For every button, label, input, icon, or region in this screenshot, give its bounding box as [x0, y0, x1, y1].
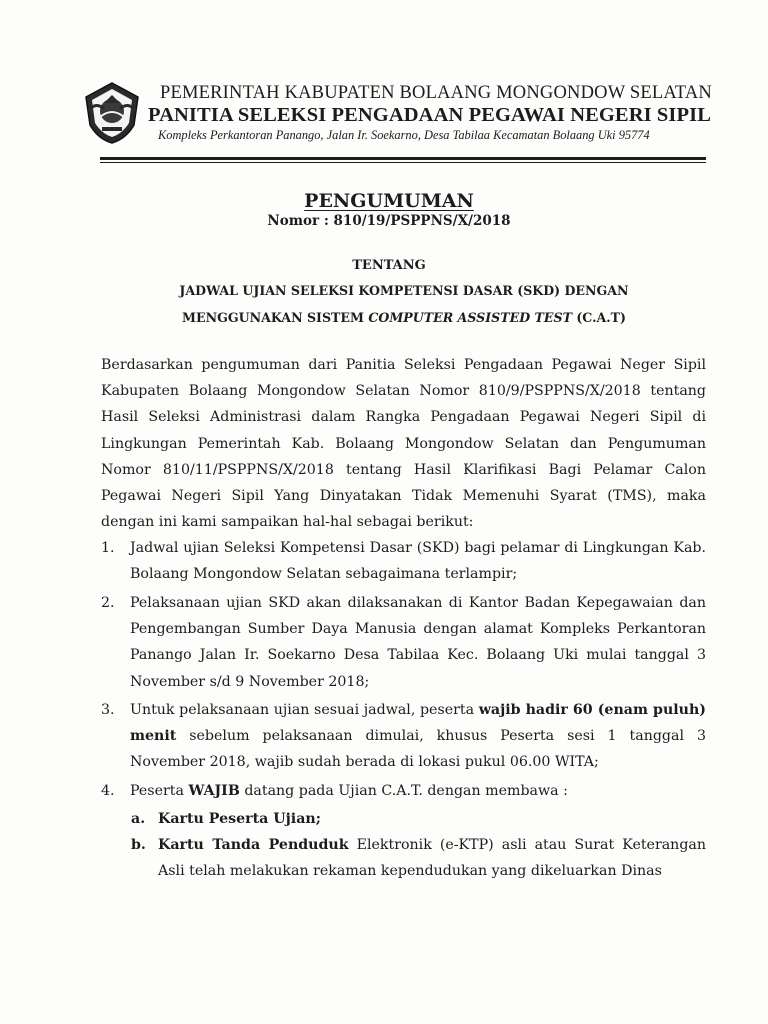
- letterhead-address: Kompleks Perkantoran Panango, Jalan Ir. Soekarno, Desa Tabilaa Kecamatan Bolaang Uki 95774: [158, 128, 650, 142]
- list-item-2: [101, 590, 706, 695]
- sub-item-a: [131, 806, 706, 832]
- list-item-number: 1.: [101, 540, 115, 556]
- intro-paragraph: Berdasarkan pengumuman dari Panitia Seleksi Pengadaan Pegawai Neger Sipil Kabupaten Bolaang Mongondow Selatan Nomor 810/9/PSPPNS/X/2018 tentang Hasil Seleksi Administrasi dalam Rangka Pengadaan Pegawai Negeri Sipil di Lingkungan Pemerintah Kab. Bolaang Mongondow Selatan dan Pengumuman Nomor 810/11/PSPPNS/X/2018 tentang Hasil Klarifikasi Bagi Pelamar Calon Pegawai Negeri Sipil Yang Dinyatakan Tidak Memenuhi Syarat (TMS), maka dengan ini kami sampaikan hal-hal sebagai berikut:: [101, 357, 706, 531]
- list-item-number: 2.: [101, 595, 115, 611]
- sub-item-text: Kartu Peserta Ujian;: [158, 811, 321, 827]
- sub-item-b: [131, 832, 706, 884]
- list-item-number: 4.: [101, 783, 115, 799]
- regency-emblem-logo: [82, 81, 142, 145]
- announcement-subject-line2: MENGGUNAKAN SISTEM COMPUTER ASSISTED TEST (C.A.T): [182, 310, 626, 325]
- list-item-3: [101, 697, 706, 776]
- letterhead-government: PEMERINTAH KABUPATEN BOLAANG MONGONDOW SELATAN: [160, 83, 712, 103]
- sub-item-letter: b.: [131, 837, 146, 853]
- sub-item-text: Kartu Tanda Penduduk Elektronik (e-KTP) asli atau Surat Keterangan Asli telah melakukan rekaman kependudukan yang dikeluarkan Dinas: [158, 837, 706, 880]
- list-item-number: 3.: [101, 702, 115, 718]
- list-item-1: [101, 535, 706, 587]
- list-item-4: [101, 778, 706, 804]
- list-item-text: Jadwal ujian Seleksi Kompetensi Dasar (SKD) bagi pelamar di Lingkungan Kab. Bolaang Mongondow Selatan sebagaimana terlampir;: [130, 540, 706, 583]
- announcement-number: Nomor : 810/19/PSPPNS/X/2018: [267, 213, 511, 229]
- letterhead-rule-thin: [100, 162, 706, 163]
- letterhead-committee: PANITIA SELEKSI PENGADAAN PEGAWAI NEGERI SIPIL: [148, 104, 711, 126]
- sub-item-letter: a.: [131, 811, 146, 827]
- announcement-title: PENGUMUMAN: [304, 190, 474, 212]
- announcement-subject-line1: JADWAL UJIAN SELEKSI KOMPETENSI DASAR (SKD) DENGAN: [179, 283, 629, 298]
- letterhead-rule-thick: [100, 157, 706, 160]
- list-item-text: Untuk pelaksanaan ujian sesuai jadwal, peserta wajib hadir 60 (enam puluh) menit sebelum pelaksanaan dimulai, khusus Peserta sesi 1 tanggal 3 November 2018, wajib sudah berada di lokasi pukul 06.00 WITA;: [130, 702, 706, 771]
- announcement-about: TENTANG: [352, 258, 426, 273]
- list-item-text: Pelaksanaan ujian SKD akan dilaksanakan di Kantor Badan Kepegawaian dan Pengembangan Sumber Daya Manusia dengan alamat Kompleks Perkantoran Panango Jalan Ir. Soekarno Desa Tabilaa Kec. Bolaang Uki mulai tanggal 3 November s/d 9 November 2018;: [130, 595, 706, 690]
- list-item-text: Peserta WAJIB datang pada Ujian C.A.T. dengan membawa :: [130, 783, 568, 799]
